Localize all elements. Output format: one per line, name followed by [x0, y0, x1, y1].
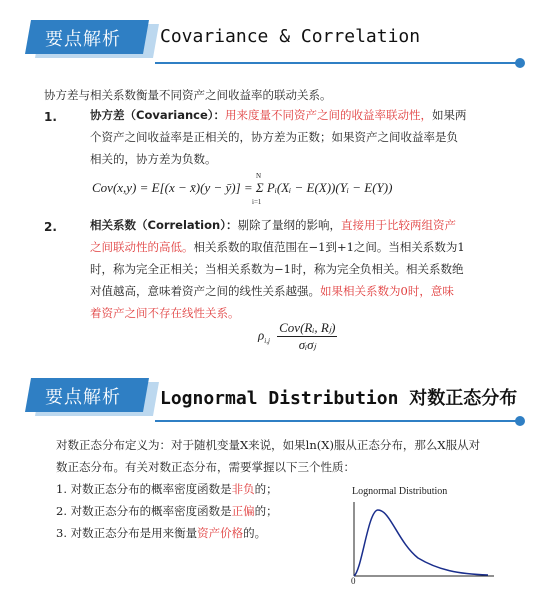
- item1-line3: 相关的，协方差为负数。: [90, 152, 217, 166]
- plot-title: Lognormal Distribution: [352, 486, 448, 497]
- section1-banner: [0, 12, 537, 72]
- item1-term: 协方差（Covariance）：: [90, 108, 226, 122]
- property-item-3: [56, 522, 278, 544]
- prop3-b: 的。: [243, 526, 267, 540]
- section1-title: Covariance & Correlation: [160, 26, 421, 47]
- prop3-red: 资产价格: [197, 526, 244, 540]
- item1-paragraph: [90, 104, 510, 170]
- item2-line3: 时，称为完全正相关；当相关系数为−1时，称为完全负相关。相关系数绝: [90, 262, 464, 276]
- item1-number: 1.: [44, 110, 57, 124]
- item2-line2-black: 相关系数的取值范围在−1到+1之间。当相关系数为1: [193, 240, 465, 254]
- item2-line4-black: 对值越高，意味着资产之间的线性关系越强。: [90, 284, 320, 298]
- prop2-red: 正偏: [231, 504, 255, 518]
- section2-title-cn: 对数正态分布: [409, 388, 518, 409]
- correlation-formula: [258, 320, 337, 353]
- item2-line2-red: 之间联动性的高低。: [90, 240, 194, 254]
- property-item-1: [56, 478, 278, 500]
- lognormal-plot: [338, 480, 498, 590]
- plot-svg: [338, 480, 498, 590]
- section2-rule: [155, 420, 521, 422]
- prop1-num: 1.: [56, 482, 67, 496]
- intro-text: 协方差与相关系数衡量不同资产之间收益率的联动关系。: [44, 88, 332, 102]
- property-list: [56, 478, 278, 544]
- fraction-num: Cov(Rᵢ, Rⱼ): [279, 320, 336, 335]
- item2-black1: 剔除了量纲的影响，: [237, 218, 341, 232]
- rho-sub: i,j: [264, 337, 270, 346]
- definition-paragraph: [56, 434, 516, 478]
- section2-tag: 要点解析: [45, 387, 121, 408]
- section2-banner: [0, 370, 537, 430]
- section1-dot: [515, 58, 525, 68]
- item2-red1: 直接用于比较两组资产: [340, 218, 456, 232]
- plot-origin: 0: [351, 576, 356, 586]
- prop2-num: 2.: [56, 504, 67, 518]
- lognormal-curve: [354, 510, 488, 576]
- item1-red: 用来度量不同资产之间的收益率联动性，: [225, 108, 433, 122]
- item2-line4-red: 如果相关系数为0时，意味: [320, 284, 454, 298]
- fraction-den: σᵢσⱼ: [298, 337, 316, 352]
- def-line1: 对数正态分布定义为：对于随机变量X来说，如果ln(X)服从正态分布，那么X服从对: [56, 438, 481, 452]
- item1-line2: 个资产之间收益率是正相关的，协方差为正数；如果资产之间收益率是负: [90, 130, 458, 144]
- def-line2: 数正态分布。有关对数正态分布，需要掌握以下三个性质：: [56, 460, 355, 474]
- prop1-red: 非负: [231, 482, 255, 496]
- section2-dot: [515, 416, 525, 426]
- section1-rule: [155, 62, 521, 64]
- property-item-2: [56, 500, 278, 522]
- prop2-b: 的；: [254, 504, 278, 518]
- prop2-a: 对数正态分布的概率密度函数是: [70, 504, 232, 518]
- section1-tag: 要点解析: [45, 29, 121, 50]
- prop1-a: 对数正态分布的概率密度函数是: [70, 482, 232, 496]
- item1-rest: 如果两: [432, 108, 467, 122]
- fraction: [277, 320, 337, 353]
- sum-upper: N: [256, 172, 262, 180]
- sum-lower: i=1: [252, 198, 262, 206]
- section2-title-en: Lognormal Distribution: [160, 388, 399, 409]
- item2-line5-red: 着资产之间不存在线性关系。: [90, 306, 240, 320]
- rho: ρ: [258, 327, 265, 343]
- item2-paragraph: [90, 214, 510, 324]
- section2-title: [160, 384, 517, 410]
- prop3-num: 3.: [56, 526, 67, 540]
- prop1-b: 的；: [254, 482, 278, 496]
- covariance-formula: Cov(x,y) = E[(x − x̄)(y − ȳ)] = Σ Pᵢ(Xᵢ − E(X))(Yᵢ − E(Y)): [92, 180, 393, 195]
- prop3-a: 对数正态分布是用来衡量: [70, 526, 198, 540]
- item2-number: 2.: [44, 220, 57, 234]
- item2-term: 相关系数（Correlation）：: [90, 218, 238, 232]
